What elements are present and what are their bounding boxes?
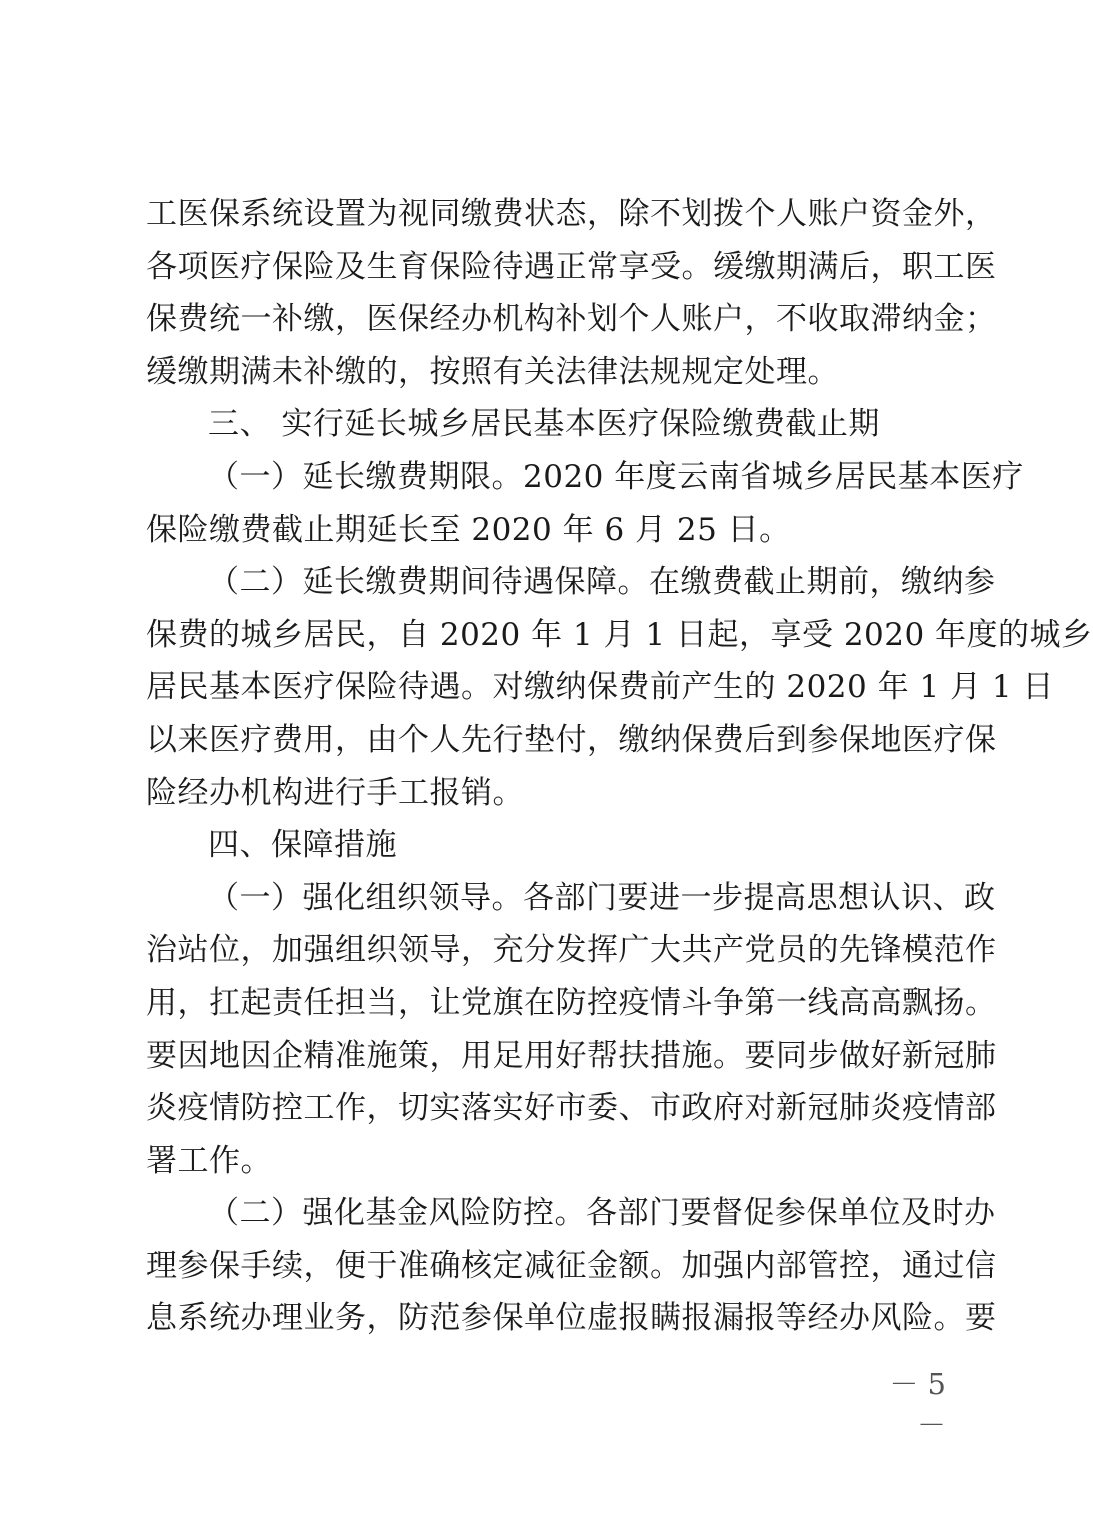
paragraph-line: （二）延长缴费期间待遇保障。在缴费截止期前，缴纳参 (208, 564, 996, 601)
paragraph-line: 居民基本医疗保险待遇。对缴纳保费前产生的 2020 年 1 月 1 日 (146, 669, 1054, 706)
page-number: － 5 － (889, 1367, 946, 1442)
paragraph-line: 要因地因企精准施策，用足用好帮扶措施。要同步做好新冠肺 (146, 1037, 997, 1074)
paragraph-line: 各项医疗保险及生育保险待遇正常享受。缓缴期满后，职工医 (146, 248, 997, 285)
paragraph-line: （一）强化组织领导。各部门要进一步提高思想认识、政 (208, 879, 996, 916)
paragraph-line: （二）强化基金风险防控。各部门要督促参保单位及时办 (208, 1195, 996, 1232)
section-heading-4: 四、保障措施 (208, 827, 397, 864)
paragraph-line: 署工作。 (146, 1142, 272, 1179)
paragraph-line: 息系统办理业务，防范参保单位虚报瞒报漏报等经办风险。要 (146, 1300, 997, 1337)
paragraph-line: 工医保系统设置为视同缴费状态，除不划拨个人账户资金外， (146, 196, 997, 232)
paragraph-line: 以来医疗费用，由个人先行垫付，缴纳保费后到参保地医疗保 (146, 721, 997, 758)
paragraph-line: 治站位，加强组织领导，充分发挥广大共产党员的先锋模范作 (146, 932, 997, 969)
paragraph-line: 险经办机构进行手工报销。 (146, 774, 524, 811)
paragraph-line: 理参保手续，便于准确核定减征金额。加强内部管控，通过信 (146, 1247, 997, 1284)
paragraph-line: （一）延长缴费期限。2020 年度云南省城乡居民基本医疗 (208, 458, 1024, 495)
paragraph-line: 炎疫情防控工作，切实落实好市委、市政府对新冠肺炎疫情部 (146, 1090, 997, 1127)
paragraph-line: 保费统一补缴，医保经办机构补划个人账户，不收取滞纳金； (146, 301, 997, 338)
section-heading-3: 三、 实行延长城乡居民基本医疗保险缴费截止期 (208, 406, 880, 443)
paragraph-line: 保险缴费截止期延长至 2020 年 6 月 25 日。 (146, 511, 791, 548)
paragraph-line: 用，扛起责任担当，让党旗在防控疫情斗争第一线高高飘扬。 (146, 984, 997, 1021)
document-body (146, 188, 1093, 1345)
paragraph-line: 保费的城乡居民，自 2020 年 1 月 1 日起，享受 2020 年度的城乡 (146, 616, 1093, 653)
paragraph-line: 缓缴期满未补缴的，按照有关法律法规规定处理。 (146, 353, 839, 390)
